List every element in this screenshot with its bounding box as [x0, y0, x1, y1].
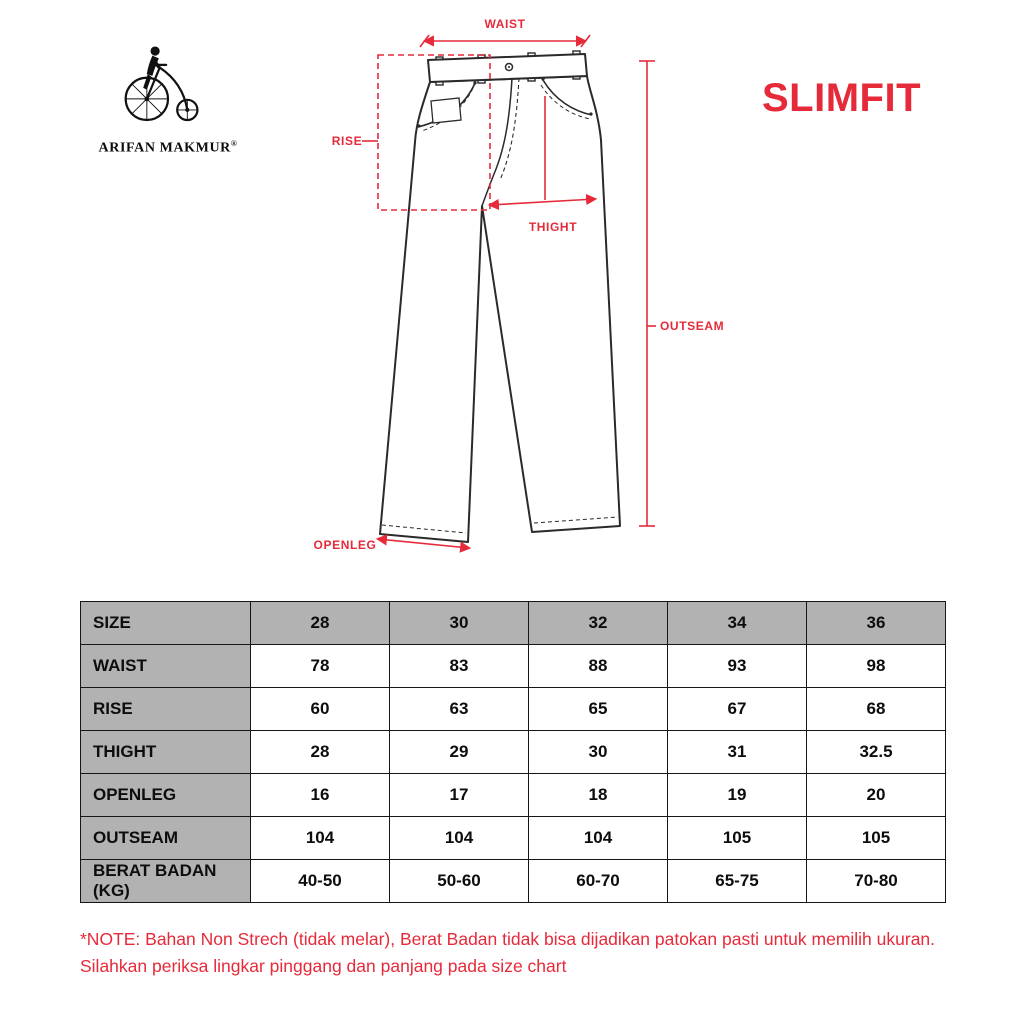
table-cell: 105 [668, 817, 807, 860]
table-cell: 31 [668, 731, 807, 774]
table-cell: 16 [251, 774, 390, 817]
registered-mark: ® [230, 139, 238, 148]
table-cell: 70-80 [807, 860, 946, 903]
table-header-row [81, 602, 946, 645]
table-cell: 63 [390, 688, 529, 731]
table-row-label: BERAT BADAN (KG) [81, 860, 251, 903]
table-cell: 19 [668, 774, 807, 817]
table-row [81, 731, 946, 774]
note-line-1: *NOTE: Bahan Non Strech (tidak melar), Berat Badan tidak bisa dijadikan patokan pasti untuk memilih ukuran. [80, 929, 936, 949]
pants-outline-icon [380, 51, 620, 542]
brand-name: ARIFAN MAKMUR® [98, 139, 238, 156]
table-cell: 68 [807, 688, 946, 731]
openleg-dimension-label: OPENLEG [313, 538, 377, 552]
table-size-header-cell: 30 [390, 602, 529, 645]
table-cell: 30 [529, 731, 668, 774]
table-row-label: OUTSEAM [81, 817, 251, 860]
table-size-header-cell: 36 [807, 602, 946, 645]
table-cell: 18 [529, 774, 668, 817]
table-cell: 65-75 [668, 860, 807, 903]
brand-logo [96, 40, 240, 157]
table-cell: 65 [529, 688, 668, 731]
table-row-label: THIGHT [81, 731, 251, 774]
table-row-label: OPENLEG [81, 774, 251, 817]
table-row [81, 860, 946, 903]
note-line-2: Silahkan periksa lingkar pinggang dan panjang pada size chart [80, 956, 567, 977]
table-row [81, 774, 946, 817]
table-cell: 78 [251, 645, 390, 688]
table-row [81, 645, 946, 688]
thight-dimension-label: THIGHT [528, 220, 578, 234]
table-cell: 88 [529, 645, 668, 688]
penny-farthing-bicycle-icon [108, 40, 228, 132]
size-table-wrap [80, 601, 946, 903]
size-table [80, 601, 946, 903]
table-row-label: WAIST [81, 645, 251, 688]
table-size-header-cell: 28 [251, 602, 390, 645]
table-row-label: RISE [81, 688, 251, 731]
table-cell: 104 [390, 817, 529, 860]
table-cell: 20 [807, 774, 946, 817]
table-size-header-cell: 32 [529, 602, 668, 645]
table-cell: 98 [807, 645, 946, 688]
table-cell: 105 [807, 817, 946, 860]
table-cell: 28 [251, 731, 390, 774]
table-size-header-cell: 34 [668, 602, 807, 645]
table-cell: 60-70 [529, 860, 668, 903]
table-row [81, 688, 946, 731]
pants-diagram [285, 8, 945, 603]
waist-dimension-label: WAIST [484, 17, 526, 31]
table-cell: 32.5 [807, 731, 946, 774]
table-corner-cell: SIZE [81, 602, 251, 645]
table-cell: 83 [390, 645, 529, 688]
table-row [81, 817, 946, 860]
rise-dimension-label: RISE [331, 134, 363, 148]
table-cell: 29 [390, 731, 529, 774]
footer-note [80, 926, 960, 980]
table-cell: 60 [251, 688, 390, 731]
table-cell: 40-50 [251, 860, 390, 903]
table-cell: 104 [251, 817, 390, 860]
pants-technical-drawing [285, 8, 945, 598]
table-cell: 104 [529, 817, 668, 860]
table-cell: 50-60 [390, 860, 529, 903]
table-cell: 67 [668, 688, 807, 731]
table-cell: 93 [668, 645, 807, 688]
table-cell: 17 [390, 774, 529, 817]
outseam-dimension-label: OUTSEAM [660, 319, 725, 333]
fit-title: SLIMFIT [762, 76, 922, 120]
